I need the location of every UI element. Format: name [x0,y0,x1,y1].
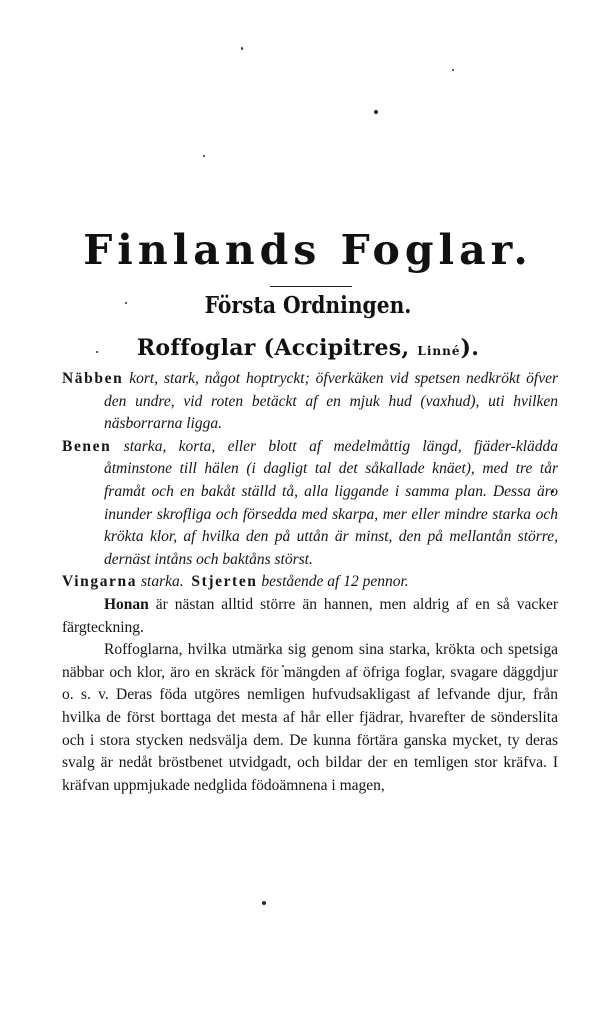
wings-description: starka. [140,573,184,591]
entry-description: kort, stark, något hoptryckt; öfverkäken vid spetsen nedkrökt öfver den undre, vid roten betäckt af en mjuk hud (vaxhud), uti hvilken näsborrarna ligga. [104,370,558,433]
family-heading [0,335,616,361]
entry-lead: Benen [62,437,112,455]
family-name: Roffoglar (Accipitres, [136,335,410,361]
entry-wings-tail [62,571,558,594]
family-close: ). [460,335,480,361]
entry-lead: Näbben [62,370,124,387]
entry-description: starka, korta, eller blott af medelmåttig längd, fjäder-klädda åtminstone till hälen (i dagligt tal det såkallade knäet), med tre tår framåt och en bakåt ställd tå, alla liggande i samma plan. Dessa äro inunder skrofliga och försedda med skarpa, mer eller mindre starka och krökta klor, af hvilka den på uttån är minst, den på mellantån större, dernäst intåns och baktåns störst. [104,437,559,568]
entry-legs [62,436,558,572]
print-speck [203,155,205,157]
title-rule [270,286,352,287]
paragraph-female [62,594,558,639]
paragraph-text: Roffoglarna, hvilka utmärka sig genom sina starka, krökta och spetsiga näbbar och klor, äro en skräck för mängden af öfriga foglar, svagare däggdjur o. s. v. Deras föda utgöres nemligen hufvudsakligast af lefvande djur, från hvilka de först borttaga det mesta af hår eller fjädrar, hvarefter de sönderslita och i stora stycken nedsvälja dem. De kunna förtära ganska mycket, ty deras svalg är nedåt bröstbenet utvidgadt, och bildar der en temligen stor kräfva. I kräfvan uppmjukade nedglida födoämnena i magen, [62,641,558,794]
print-speck [452,69,454,71]
paragraph-lead: Honan [104,595,149,613]
paragraph-raptors [62,639,558,797]
paragraph-text: är nästan alltid större än hannen, men aldrig af en så vacker färgteckning. [62,595,558,636]
book-title: Finlands Foglar. [83,226,533,274]
print-speck [262,901,266,905]
body-text [62,368,558,797]
print-speck [374,110,378,114]
print-speck [241,47,243,50]
entry-beak [62,368,558,436]
order-heading: Första Ordningen. [204,292,412,319]
tail-lead: Stjerten [191,573,258,591]
family-author: Linné [417,344,461,358]
wings-lead: Vingarna [62,573,138,591]
tail-description: bestående af 12 pennor. [261,573,409,591]
